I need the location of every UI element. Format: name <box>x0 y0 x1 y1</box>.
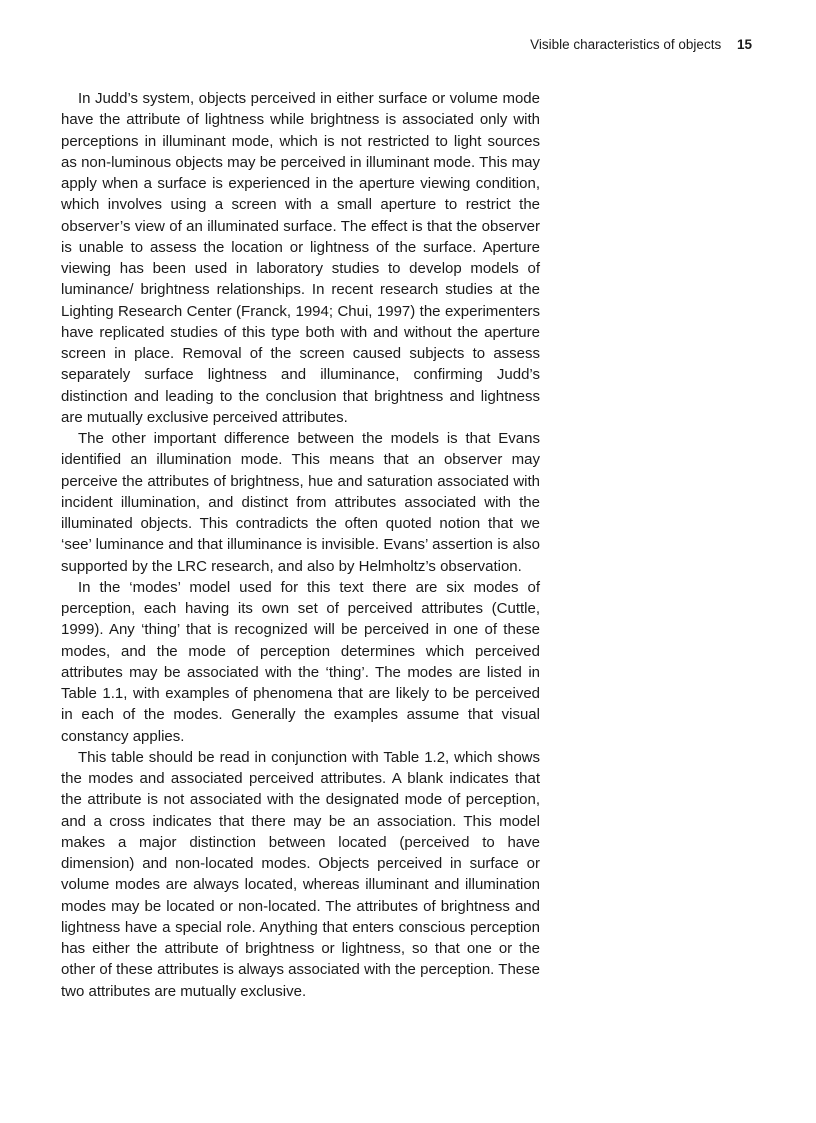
paragraph-table-reading: This table should be read in conjunction with Table 1.2, which shows the modes and associated perceived attributes. A blank indicates that the attribute is not associated with the designated mode of perception, and a cross indicates that there may be an association. This model makes a major distinction between located (perceived to have dimension) and non-located modes. Objects perceived in surface or volume modes are always located, whereas illuminant and illumination modes may be located or non-located. The attributes of brightness and lightness have a special role. Anything that enters conscious perception has either the attribute of brightness or lightness, so that one or the other of these attributes is always associated with the perception. These two attributes are mutually exclusive. <box>61 748 540 1000</box>
paragraph-six-modes: In the ‘modes’ model used for this text there are six modes of perception, each having its own set of perceived attributes (Cuttle, 1999). Any ‘thing’ that is recognized will be perceived in one of these modes, and the mode of perception determines which perceived attributes may be associated with the ‘thing’. The modes are listed in Table 1.1, with examples of phenomena that are likely to be perceived in each of the modes. Generally the examples assume that visual constancy applies. <box>61 578 540 745</box>
body-text <box>61 88 540 1002</box>
running-title: Visible characteristics of objects <box>530 37 722 52</box>
paragraph-evans-illumination-mode: The other important difference between the models is that Evans identified an illumination mode. This means that an observer may perceive the attributes of brightness, hue and saturation associated with incident illumination, and distinct from attributes associated with the illuminated objects. This contradicts the often quoted notion that we ‘see’ luminance and that illuminance is invisible. Evans’ assertion is also supported by the LRC research, and also by Helmholtz’s observation. <box>61 430 540 575</box>
paragraph-judd-system: In Judd’s system, objects perceived in either surface or volume mode have the attribute of lightness while brightness is associated only with perceptions in illuminant mode, which is not restricted to light sources as non-luminous objects may be perceived in illuminant mode. This may apply when a surface is experienced in the aperture viewing condition, which involves using a screen with a small aperture to restrict the observer’s view of an illuminated surface. The effect is that the observer is unable to assess the location or lightness of the surface. Aperture viewing has been used in laboratory studies to develop models of luminance/ brightness relationships. In recent research studies at the Lighting Research Center (Franck, 1994; Chui, 1997) the experimenters have replicated studies of this type both with and without the aperture screen in place. Removal of the screen caused subjects to assess separately surface lightness and illuminance, confirming Judd’s distinction and leading to the conclusion that brightness and lightness are mutually exclusive perceived attributes. <box>61 90 540 426</box>
page-number: 15 <box>736 37 752 52</box>
running-head <box>530 36 752 54</box>
